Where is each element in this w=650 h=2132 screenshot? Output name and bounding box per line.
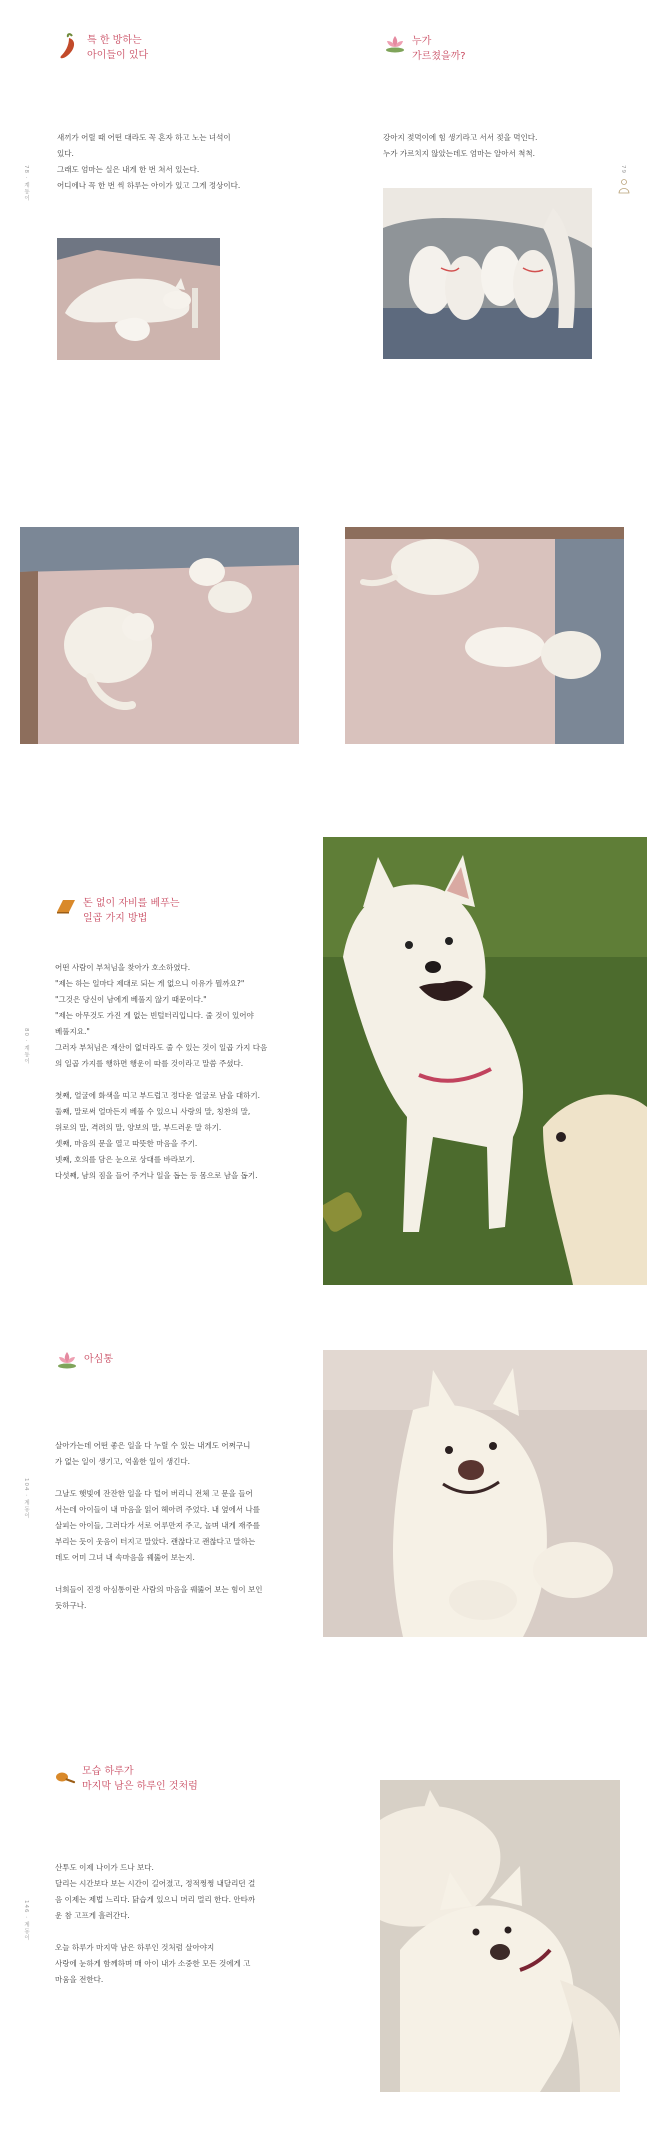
photo-dog-with-puppy xyxy=(57,238,220,360)
page-number: 78 · 계동이 xyxy=(23,165,29,202)
photo-dog-lying-on-back xyxy=(323,1350,647,1637)
page-title: 모습 하루가 마지막 남은 하루인 것처럼 xyxy=(82,1766,198,1792)
photo-dogs-on-mat-right xyxy=(345,527,624,744)
lotus-icon xyxy=(55,1350,79,1370)
page-title: 누가 가르쳤을까? xyxy=(412,36,466,62)
page-number: 80 · 계동이 xyxy=(23,1028,29,1065)
chili-pepper-icon xyxy=(57,32,81,62)
page-number: 104 · 계동이 xyxy=(23,1478,29,1520)
body-text: 산투도 이제 나이가 드나 보다. 달리는 시간보다 보는 시간이 길어졌고, 정적쩡쩡 내달리던 걸 음 이제는 제법 느리다. 닭습게 있으니 머리 멀리 한다. 안타까 운 참 고프게 흘러간다. 오늘 하루가 마지막 남은 하루인 것처럼 살아야지 사랑에 눈하게 함께하며 매 아이 내가 소중한 모든 것에게 고 마움을 전한다. xyxy=(55,1863,256,1984)
page-title: 특 한 방하는 아이들이 있다 xyxy=(87,35,149,61)
photo-two-dogs-cuddling xyxy=(380,1780,620,2092)
page-title: 아심통 xyxy=(84,1354,113,1365)
spoon-icon xyxy=(55,1768,77,1786)
page-number: 146 · 계동이 xyxy=(23,1900,29,1942)
spread-4 xyxy=(0,1330,650,1680)
buddha-mark-icon xyxy=(617,178,631,194)
photo-dogs-on-mat-left xyxy=(20,527,299,744)
book-icon xyxy=(55,898,77,914)
page-title: 돈 없이 자비를 베푸는 일곱 가지 방법 xyxy=(83,898,180,924)
spread-1 xyxy=(0,0,650,470)
body-text: 어떤 사람이 부처님을 찾아가 호소하였다. "제는 하는 일마다 제대로 되는 게 없으니 이유가 뭘까요?" "그것은 당신이 남에게 베풀지 않기 때문이다." "제는 아무것도 가진 게 없는 빈털터리입니다. 줄 것이 있어야 베풀지요." 그러자 부처님은 재산이 없더라도 줄 수 있는 것이 일곱 가지 다음 의 일곱 가지를 행하면 행운이 따를 것이라고 말씀 주셨다. 첫째, 얼굴에 화색을 띠고 부드럽고 정다운 얼굴로 남을 대하기. 둘째, 말로써 얼마든지 베풀 수 있으니 사랑의 말, 칭찬의 말, 위로의 말, 격려의 말, 양보의 말, 부드러운 말 하기. 셋째, 마음의 문을 열고 따뜻한 마음을 주기. 넷째, 호의를 담은 눈으로 상대를 바라보기. 다섯째, 남의 짐을 들어 주거나 일을 돕는 등 몸으로 남을 돕기. xyxy=(55,963,268,1180)
spread-3 xyxy=(0,830,650,1300)
body-text: 새끼가 어릴 때 어떤 대라도 꼭 혼자 하고 노는 녀석이 있다. 그래도 엄마는 실은 내게 한 번 쳐서 있는다. 어디에나 꼭 한 번 씩 하루는 아이가 있고 그게 정상이다. xyxy=(57,133,241,190)
photo-mother-nursing-puppies xyxy=(383,188,592,359)
body-text: 살아가는데 어떤 좋은 일을 다 누릴 수 있는 내게도 어쩌구니 가 없는 일이 생기고, 억울한 일이 생긴다. 그날도 햇빛에 잔잔한 일을 다 털어 버리니 전체 고 문을 들어 서는데 아이들이 내 마음을 읽어 헤아려 주었다. 내 옆에서 나를 살피는 아이들, 그러다가 서로 어루만져 주고, 놀며 내게 재주를 부리는 듯이 웃음이 터지고 말았다. 괜찮다고 괜찮다고 말하는 데도 어미 그녀 내 속마음을 꿰뚫어 보는지. 너희들이 진정 아심통이란 사람의 마음을 꿰뚫어 보는 힘이 보인 듯하구나. xyxy=(55,1441,263,1610)
body-text: 강아지 젖먹이에 힘 생기라고 서서 젖을 먹인다. 누가 가르치지 않았는데도 엄마는 알아서 척척. xyxy=(383,133,538,158)
photo-smiling-dog-on-grass xyxy=(323,837,647,1285)
page-number: 79 xyxy=(620,165,626,174)
lotus-icon xyxy=(383,34,407,54)
spread-2 xyxy=(0,520,650,760)
spread-5 xyxy=(0,1750,650,2132)
